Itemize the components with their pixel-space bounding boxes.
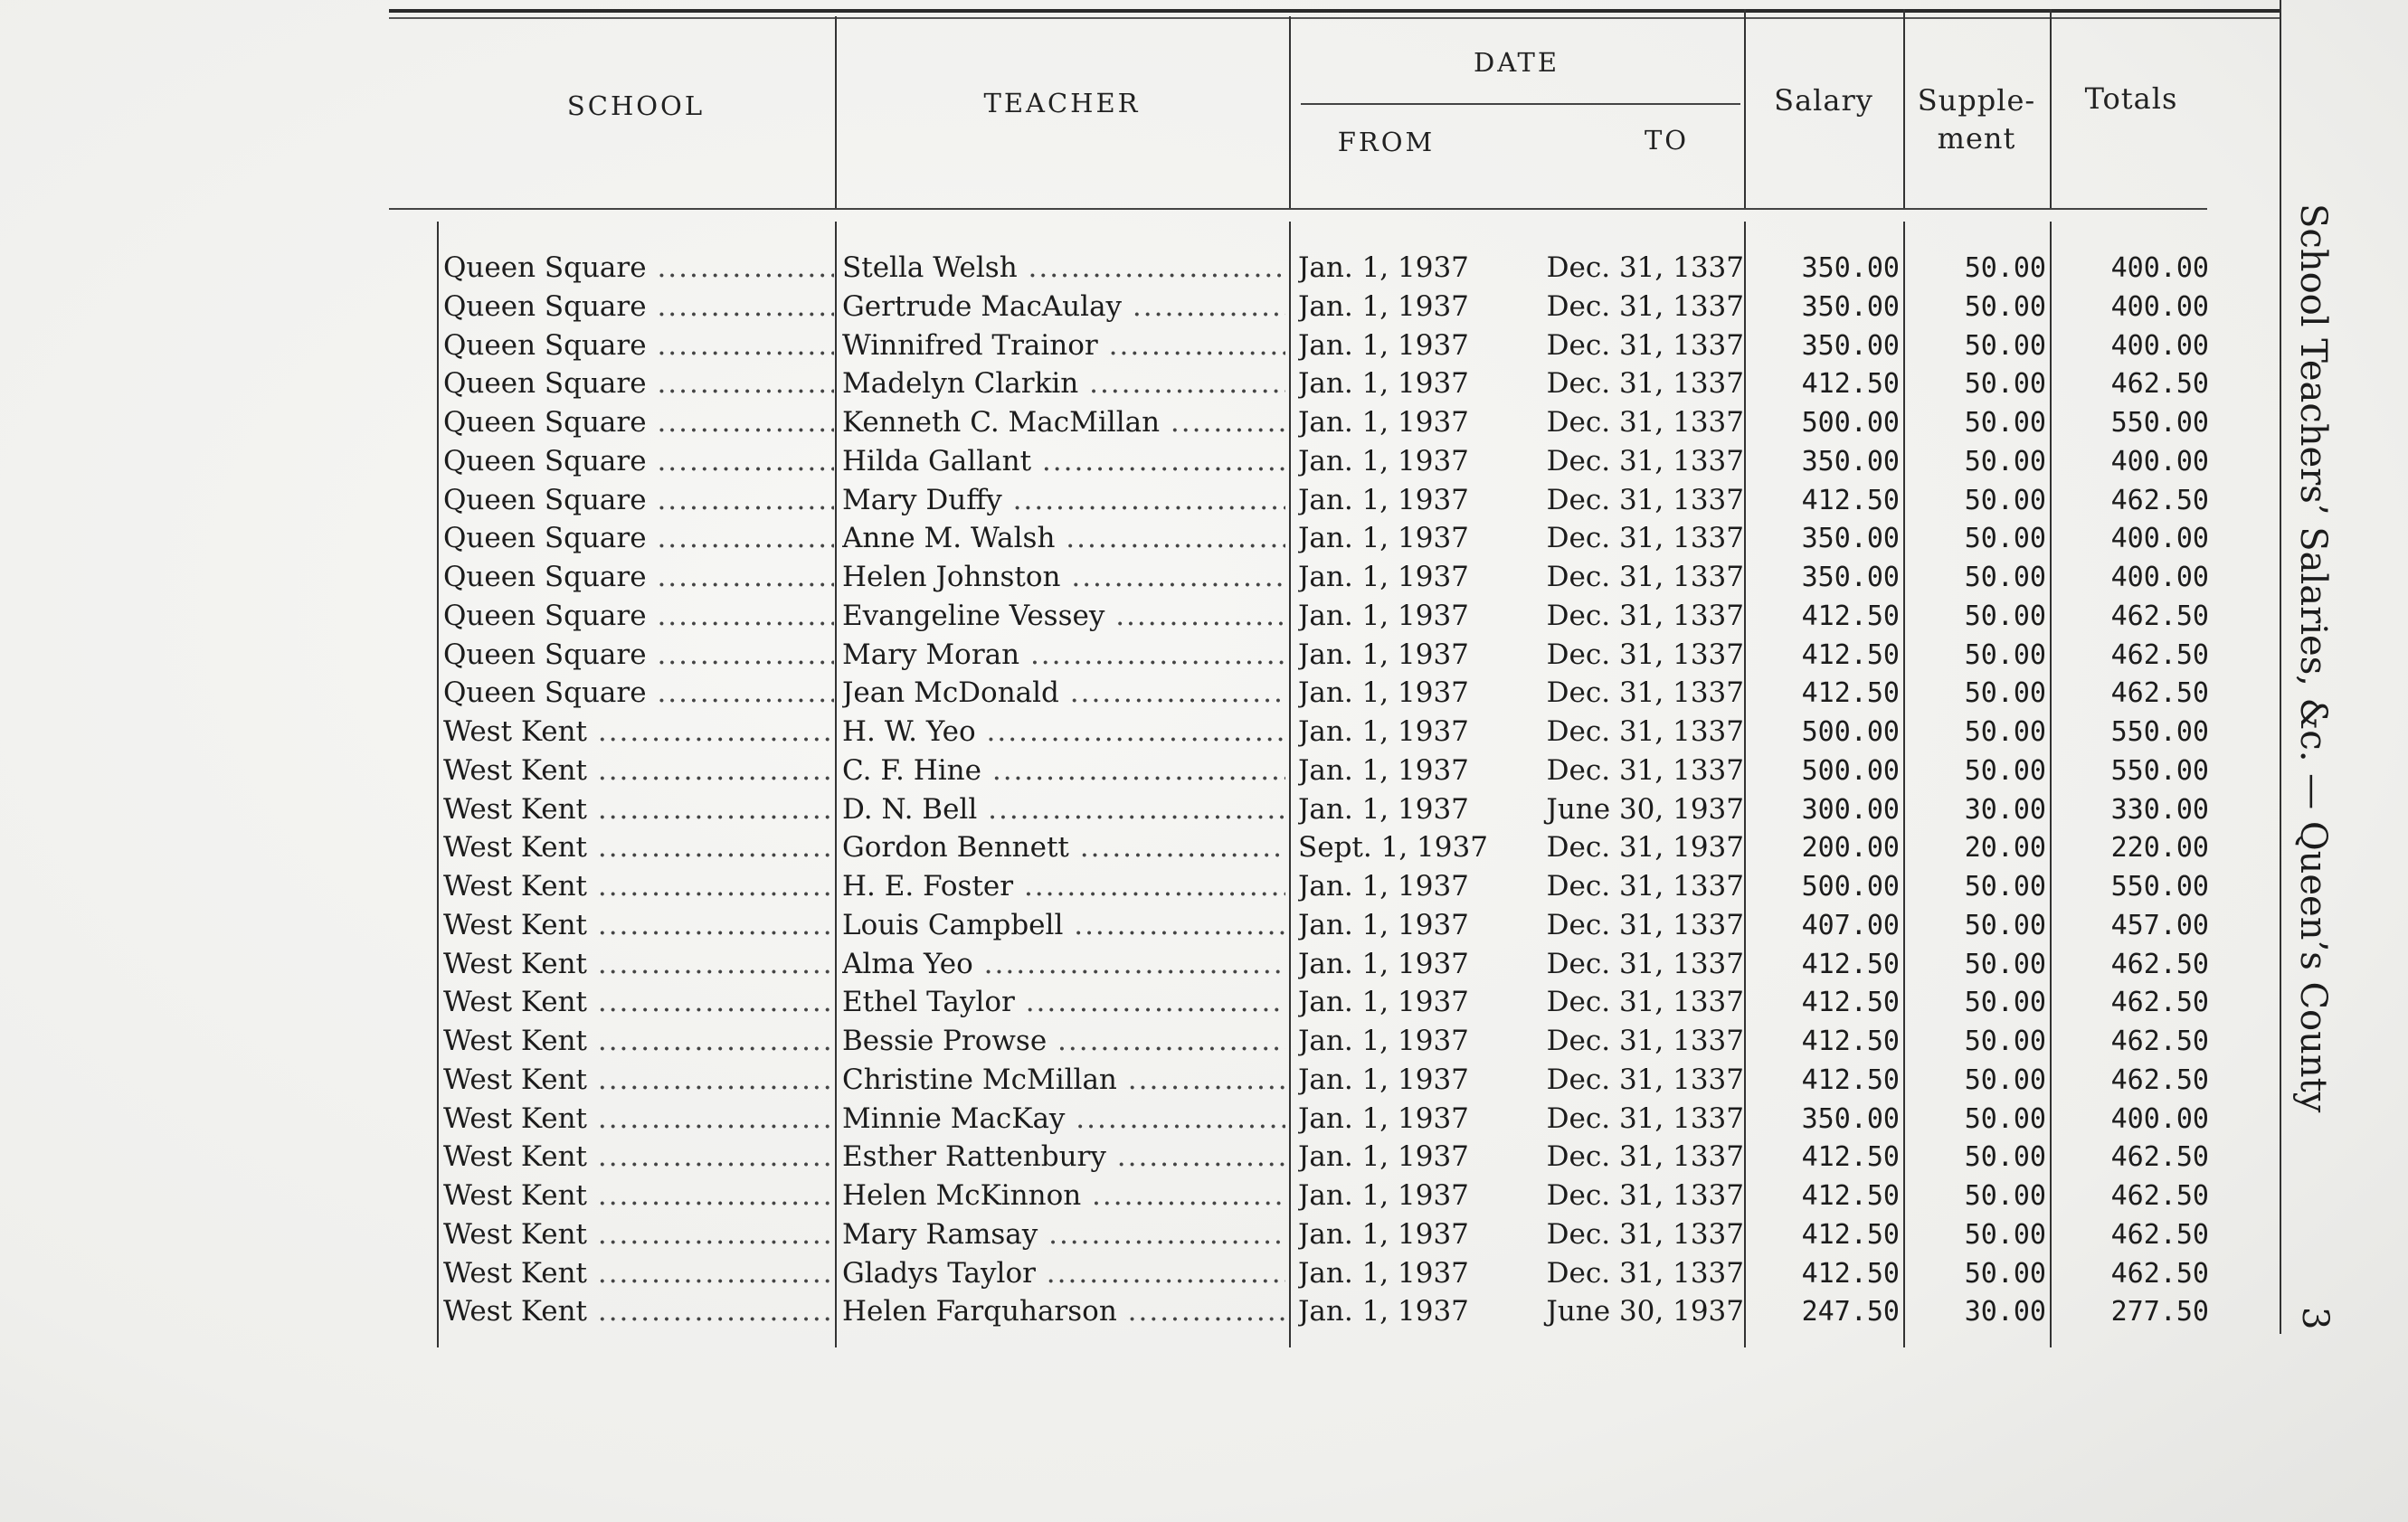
table-row (0, 906, 2408, 945)
total-cell: 462.50 (2110, 638, 2209, 671)
table-row (0, 364, 2408, 403)
to-date-cell: Dec. 31, 1337 (1546, 406, 1744, 439)
table-row (0, 1022, 2408, 1061)
teacher-cell: Louis Campbell ..... (842, 906, 1285, 945)
table-row (0, 1177, 2408, 1215)
to-date-cell: Dec. 31, 1337 (1546, 638, 1744, 671)
to-date-cell: Dec. 31, 1337 (1546, 251, 1744, 284)
table-row (0, 597, 2408, 636)
table-row (0, 983, 2408, 1022)
table-row (0, 442, 2408, 481)
school-cell: Queen Square ..... (443, 249, 834, 288)
teacher-cell: Hilda Gallant ..... (842, 442, 1285, 481)
teacher-cell: Helen Johnston ..... (842, 558, 1285, 597)
salary-cell: 500.00 (1801, 407, 1900, 439)
supplement-cell: 50.00 (1964, 987, 2046, 1019)
from-date-cell: Jan. 1, 1937 (1298, 986, 1469, 1019)
total-cell: 462.50 (2110, 948, 2209, 980)
table-row (0, 674, 2408, 713)
salary-cell: 350.00 (1801, 329, 1900, 362)
from-date-cell: Jan. 1, 1937 (1298, 522, 1469, 555)
salary-cell: 412.50 (1801, 987, 1900, 1019)
header-date: DATE (1473, 47, 1560, 78)
supplement-cell: 30.00 (1964, 1296, 2046, 1328)
salary-cell: 412.50 (1801, 1141, 1900, 1174)
table-row (0, 945, 2408, 984)
salary-cell: 412.50 (1801, 948, 1900, 980)
table-row (0, 1138, 2408, 1177)
school-cell: West Kent ..... (443, 752, 834, 790)
teacher-cell: Jean McDonald ..... (842, 674, 1285, 713)
salary-cell: 200.00 (1801, 832, 1900, 865)
supplement-cell: 50.00 (1964, 909, 2046, 941)
school-cell: West Kent ..... (443, 790, 834, 829)
from-date-cell: Jan. 1, 1937 (1298, 908, 1469, 941)
from-date-cell: Jan. 1, 1937 (1298, 1140, 1469, 1174)
teacher-cell: Anne M. Walsh ..... (842, 519, 1285, 558)
supplement-cell: 50.00 (1964, 290, 2046, 323)
school-cell: Queen Square ..... (443, 288, 834, 326)
total-cell: 462.50 (2110, 987, 2209, 1019)
table-row (0, 1100, 2408, 1139)
school-cell: West Kent ..... (443, 1292, 834, 1331)
school-cell: West Kent ..... (443, 1022, 834, 1061)
salary-cell: 350.00 (1801, 290, 1900, 323)
supplement-cell: 50.00 (1964, 638, 2046, 671)
teacher-cell: Gladys Taylor ..... (842, 1254, 1285, 1293)
from-date-cell: Jan. 1, 1937 (1298, 1179, 1469, 1212)
from-date-cell: Jan. 1, 1937 (1298, 1295, 1469, 1328)
teacher-cell: Stella Welsh ..... (842, 249, 1285, 288)
supplement-cell: 50.00 (1964, 600, 2046, 632)
to-date-cell: Dec. 31, 1337 (1546, 676, 1744, 710)
to-date-cell: Dec. 31, 1937 (1546, 831, 1744, 865)
school-cell: Queen Square ..... (443, 403, 834, 442)
to-date-cell: Dec. 31, 1337 (1546, 367, 1744, 401)
teacher-cell: C. F. Hine ..... (842, 752, 1285, 790)
table-row (0, 403, 2408, 442)
to-date-cell: Dec. 31, 1337 (1546, 1140, 1744, 1174)
school-cell: Queen Square ..... (443, 636, 834, 675)
salary-cell: 412.50 (1801, 638, 1900, 671)
school-cell: West Kent ..... (443, 983, 834, 1022)
teacher-cell: H. W. Yeo ..... (842, 713, 1285, 752)
to-date-cell: Dec. 31, 1337 (1546, 1101, 1744, 1135)
total-cell: 400.00 (2110, 1102, 2209, 1135)
table-row (0, 519, 2408, 558)
salary-cell: 500.00 (1801, 871, 1900, 903)
total-cell: 462.50 (2110, 1180, 2209, 1212)
salary-cell: 412.50 (1801, 677, 1900, 710)
from-date-cell: Jan. 1, 1937 (1298, 676, 1469, 710)
total-cell: 550.00 (2110, 407, 2209, 439)
total-cell: 462.50 (2110, 1218, 2209, 1251)
header-totals: Totals (2084, 81, 2178, 116)
total-cell: 462.50 (2110, 600, 2209, 632)
supplement-cell: 50.00 (1964, 871, 2046, 903)
to-date-cell: Dec. 31, 1337 (1546, 947, 1744, 980)
top-rule-secondary (389, 17, 2280, 19)
supplement-cell: 50.00 (1964, 523, 2046, 555)
header-from: FROM (1337, 127, 1436, 157)
from-date-cell: Sept. 1, 1937 (1298, 831, 1488, 865)
school-cell: Queen Square ..... (443, 442, 834, 481)
from-date-cell: Jan. 1, 1937 (1298, 444, 1469, 477)
school-cell: West Kent ..... (443, 906, 834, 945)
table-row (0, 1061, 2408, 1100)
teacher-cell: Alma Yeo ..... (842, 945, 1285, 984)
supplement-cell: 50.00 (1964, 252, 2046, 284)
to-date-cell: June 30, 1937 (1546, 1295, 1744, 1328)
total-cell: 400.00 (2110, 329, 2209, 362)
supplement-cell: 50.00 (1964, 1102, 2046, 1135)
top-rule (389, 9, 2280, 13)
salary-cell: 412.50 (1801, 1064, 1900, 1096)
teacher-cell: Christine McMillan ..... (842, 1061, 1285, 1100)
teacher-cell: Esther Rattenbury ..... (842, 1138, 1285, 1177)
salary-cell: 412.50 (1801, 368, 1900, 401)
teacher-cell: Mary Moran ..... (842, 636, 1285, 675)
teacher-cell: Mary Duffy ..... (842, 481, 1285, 520)
teacher-cell: Madelyn Clarkin ..... (842, 364, 1285, 403)
to-date-cell: Dec. 31, 1337 (1546, 328, 1744, 362)
table-row (0, 867, 2408, 906)
total-cell: 462.50 (2110, 368, 2209, 401)
total-cell: 462.50 (2110, 1064, 2209, 1096)
total-cell: 330.00 (2110, 793, 2209, 826)
school-cell: West Kent ..... (443, 1177, 834, 1215)
teacher-cell: D. N. Bell ..... (842, 790, 1285, 829)
from-date-cell: Jan. 1, 1937 (1298, 599, 1469, 632)
total-cell: 400.00 (2110, 290, 2209, 323)
supplement-cell: 50.00 (1964, 407, 2046, 439)
table-row (0, 249, 2408, 288)
teacher-cell: Helen Farquharson ..... (842, 1292, 1285, 1331)
salary-cell: 500.00 (1801, 716, 1900, 748)
teacher-cell: Bessie Prowse ..... (842, 1022, 1285, 1061)
salary-cell: 350.00 (1801, 1102, 1900, 1135)
salary-cell: 412.50 (1801, 1180, 1900, 1212)
table-row (0, 636, 2408, 675)
teacher-cell: Gordon Bennett ..... (842, 828, 1285, 867)
school-cell: West Kent ..... (443, 945, 834, 984)
school-cell: West Kent ..... (443, 1100, 834, 1139)
total-cell: 462.50 (2110, 484, 2209, 516)
total-cell: 277.50 (2110, 1296, 2209, 1328)
salary-cell: 412.50 (1801, 1026, 1900, 1057)
teacher-cell: Helen McKinnon ..... (842, 1177, 1285, 1215)
school-cell: Queen Square ..... (443, 481, 834, 520)
school-cell: Queen Square ..... (443, 558, 834, 597)
school-cell: West Kent ..... (443, 1215, 834, 1254)
teacher-cell: H. E. Foster ..... (842, 867, 1285, 906)
total-cell: 400.00 (2110, 562, 2209, 593)
from-date-cell: Jan. 1, 1937 (1298, 1217, 1469, 1251)
table-row (0, 828, 2408, 867)
supplement-cell: 50.00 (1964, 1218, 2046, 1251)
to-date-cell: Dec. 31, 1337 (1546, 870, 1744, 903)
salary-cell: 350.00 (1801, 523, 1900, 555)
date-header-rule (1301, 103, 1740, 105)
salary-cell: 500.00 (1801, 754, 1900, 787)
header-bottom-rule (389, 208, 2207, 210)
table-row (0, 1215, 2408, 1254)
school-cell: Queen Square ..... (443, 597, 834, 636)
to-date-cell: Dec. 31, 1337 (1546, 561, 1744, 593)
total-cell: 457.00 (2110, 909, 2209, 941)
total-cell: 550.00 (2110, 871, 2209, 903)
total-cell: 400.00 (2110, 445, 2209, 477)
to-date-cell: Dec. 31, 1337 (1546, 715, 1744, 748)
supplement-cell: 30.00 (1964, 793, 2046, 826)
to-date-cell: Dec. 31, 1337 (1546, 599, 1744, 632)
to-date-cell: Dec. 31, 1337 (1546, 1256, 1744, 1290)
salary-cell: 300.00 (1801, 793, 1900, 826)
supplement-cell: 20.00 (1964, 832, 2046, 865)
from-date-cell: Jan. 1, 1937 (1298, 947, 1469, 980)
supplement-cell: 50.00 (1964, 1257, 2046, 1290)
to-date-cell: Dec. 31, 1337 (1546, 289, 1744, 323)
to-date-cell: Dec. 31, 1337 (1546, 908, 1744, 941)
to-date-cell: June 30, 1937 (1546, 792, 1744, 826)
table-row (0, 481, 2408, 520)
from-date-cell: Jan. 1, 1937 (1298, 792, 1469, 826)
supplement-cell: 50.00 (1964, 1064, 2046, 1096)
teacher-cell: Minnie MacKay ..... (842, 1100, 1285, 1139)
supplement-cell: 50.00 (1964, 562, 2046, 593)
supplement-cell: 50.00 (1964, 1026, 2046, 1057)
school-cell: West Kent ..... (443, 867, 834, 906)
header-supplement-line2: ment (1937, 121, 2016, 156)
to-date-cell: Dec. 31, 1337 (1546, 444, 1744, 477)
total-cell: 400.00 (2110, 252, 2209, 284)
teacher-cell: Winnifred Trainor ..... (842, 326, 1285, 365)
school-cell: Queen Square ..... (443, 674, 834, 713)
from-date-cell: Jan. 1, 1937 (1298, 715, 1469, 748)
total-cell: 462.50 (2110, 677, 2209, 710)
to-date-cell: Dec. 31, 1337 (1546, 1217, 1744, 1251)
supplement-cell: 50.00 (1964, 716, 2046, 748)
table-row (0, 713, 2408, 752)
supplement-cell: 50.00 (1964, 329, 2046, 362)
table-row (0, 1292, 2408, 1331)
total-cell: 462.50 (2110, 1141, 2209, 1174)
from-date-cell: Jan. 1, 1937 (1298, 289, 1469, 323)
header-teacher: TEACHER (983, 88, 1141, 118)
total-cell: 550.00 (2110, 754, 2209, 787)
from-date-cell: Jan. 1, 1937 (1298, 406, 1469, 439)
school-cell: West Kent ..... (443, 1254, 834, 1293)
to-date-cell: Dec. 31, 1337 (1546, 522, 1744, 555)
from-date-cell: Jan. 1, 1937 (1298, 367, 1469, 401)
to-date-cell: Dec. 31, 1337 (1546, 753, 1744, 787)
table-row (0, 326, 2408, 365)
total-cell: 400.00 (2110, 523, 2209, 555)
table-row (0, 790, 2408, 829)
total-cell: 550.00 (2110, 716, 2209, 748)
school-cell: West Kent ..... (443, 1138, 834, 1177)
from-date-cell: Jan. 1, 1937 (1298, 251, 1469, 284)
from-date-cell: Jan. 1, 1937 (1298, 753, 1469, 787)
salary-cell: 350.00 (1801, 252, 1900, 284)
to-date-cell: Dec. 31, 1337 (1546, 483, 1744, 516)
supplement-cell: 50.00 (1964, 484, 2046, 516)
supplement-cell: 50.00 (1964, 445, 2046, 477)
from-date-cell: Jan. 1, 1937 (1298, 483, 1469, 516)
salary-cell: 412.50 (1801, 484, 1900, 516)
school-cell: Queen Square ..... (443, 519, 834, 558)
header-salary: Salary (1774, 83, 1873, 118)
salary-cell: 247.50 (1801, 1296, 1900, 1328)
total-cell: 462.50 (2110, 1257, 2209, 1290)
teacher-cell: Evangeline Vessey ..... (842, 597, 1285, 636)
side-title: School Teachers’ Salaries, &c. — Queen’s County (2292, 203, 2334, 1113)
from-date-cell: Jan. 1, 1937 (1298, 328, 1469, 362)
from-date-cell: Jan. 1, 1937 (1298, 1101, 1469, 1135)
to-date-cell: Dec. 31, 1337 (1546, 986, 1744, 1019)
school-cell: West Kent ..... (443, 713, 834, 752)
salary-cell: 350.00 (1801, 445, 1900, 477)
salary-cell: 412.50 (1801, 1257, 1900, 1290)
teacher-cell: Kenneth C. MacMillan ..... (842, 403, 1285, 442)
salary-cell: 350.00 (1801, 562, 1900, 593)
salary-cell: 412.50 (1801, 1218, 1900, 1251)
total-cell: 220.00 (2110, 832, 2209, 865)
supplement-cell: 50.00 (1964, 754, 2046, 787)
salary-cell: 407.00 (1801, 909, 1900, 941)
from-date-cell: Jan. 1, 1937 (1298, 1256, 1469, 1290)
header-school: SCHOOL (566, 90, 706, 121)
header-supplement-line1: Supple- (1917, 83, 2036, 118)
to-date-cell: Dec. 31, 1337 (1546, 1179, 1744, 1212)
teacher-cell: Mary Ramsay ..... (842, 1215, 1285, 1254)
supplement-cell: 50.00 (1964, 368, 2046, 401)
from-date-cell: Jan. 1, 1937 (1298, 1025, 1469, 1057)
supplement-cell: 50.00 (1964, 948, 2046, 980)
teacher-cell: Gertrude MacAulay ..... (842, 288, 1285, 326)
from-date-cell: Jan. 1, 1937 (1298, 561, 1469, 593)
to-date-cell: Dec. 31, 1337 (1546, 1063, 1744, 1096)
from-date-cell: Jan. 1, 1937 (1298, 638, 1469, 671)
school-cell: West Kent ..... (443, 828, 834, 867)
table-row (0, 1254, 2408, 1293)
table-row (0, 288, 2408, 326)
header-to: TO (1644, 125, 1690, 156)
teacher-cell: Ethel Taylor ..... (842, 983, 1285, 1022)
page-number: 3 (2294, 1307, 2336, 1330)
total-cell: 462.50 (2110, 1026, 2209, 1057)
table-row (0, 752, 2408, 790)
supplement-cell: 50.00 (1964, 1180, 2046, 1212)
from-date-cell: Jan. 1, 1937 (1298, 1063, 1469, 1096)
salary-cell: 412.50 (1801, 600, 1900, 632)
school-cell: Queen Square ..... (443, 364, 834, 403)
table-row (0, 558, 2408, 597)
supplement-cell: 50.00 (1964, 677, 2046, 710)
school-cell: Queen Square ..... (443, 326, 834, 365)
school-cell: West Kent ..... (443, 1061, 834, 1100)
from-date-cell: Jan. 1, 1937 (1298, 870, 1469, 903)
to-date-cell: Dec. 31, 1337 (1546, 1025, 1744, 1057)
column-divider (1289, 16, 1291, 208)
supplement-cell: 50.00 (1964, 1141, 2046, 1174)
